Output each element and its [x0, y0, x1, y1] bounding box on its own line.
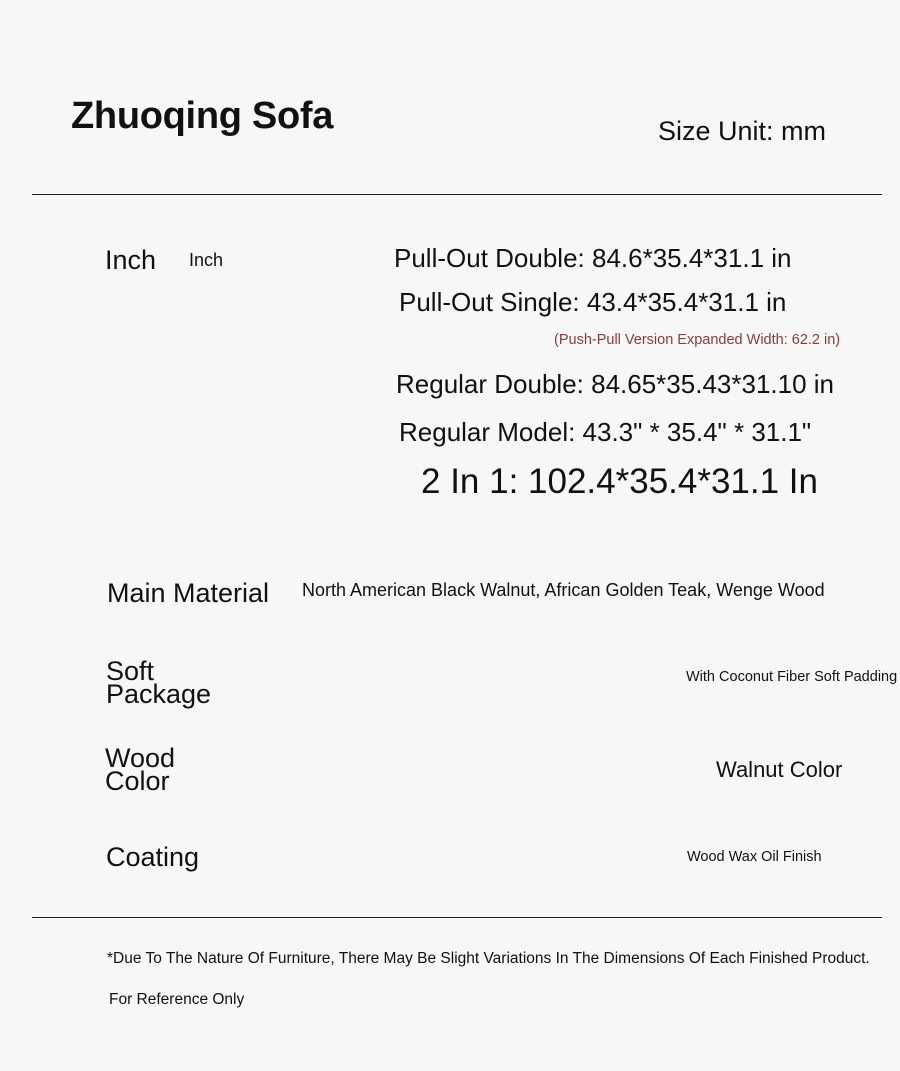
dimension-two-in-one: 2 In 1: 102.4*35.4*31.1 In	[421, 462, 818, 501]
top-divider	[32, 194, 882, 195]
inch-heading: Inch	[105, 245, 157, 275]
soft-package-label: Soft Package	[106, 656, 212, 709]
dimension-pull-out-single: Pull-Out Single: 43.4*35.4*31.1 in	[399, 287, 787, 317]
main-material-value: North American Black Walnut, African Golden Teak, Wenge Wood	[302, 580, 825, 600]
dimension-regular-double: Regular Double: 84.65*35.43*31.10 in	[396, 369, 835, 399]
main-material-label: Main Material	[107, 578, 270, 608]
coating-value: Wood Wax Oil Finish	[687, 849, 822, 865]
disclaimer-text: *Due To The Nature Of Furniture, There May Be Slight Variations In The Dimensions Of Each Finished Product.	[107, 950, 870, 967]
size-unit-label: Size Unit: mm	[658, 116, 827, 146]
wood-color-value: Walnut Color	[716, 757, 843, 782]
soft-package-value: With Coconut Fiber Soft Padding	[686, 669, 898, 685]
bottom-divider	[32, 917, 882, 918]
coating-label: Coating	[106, 842, 200, 872]
dimension-pull-out-double: Pull-Out Double: 84.6*35.4*31.1 in	[394, 243, 792, 273]
inch-subheading: Inch	[189, 250, 224, 270]
dimension-regular-model: Regular Model: 43.3" * 35.4" * 31.1"	[399, 417, 812, 447]
page-title: Zhuoqing Sofa	[71, 95, 334, 137]
reference-text: For Reference Only	[109, 991, 245, 1008]
push-pull-note: (Push-Pull Version Expanded Width: 62.2 in)	[554, 332, 841, 348]
wood-color-label: Wood Color	[105, 743, 176, 796]
